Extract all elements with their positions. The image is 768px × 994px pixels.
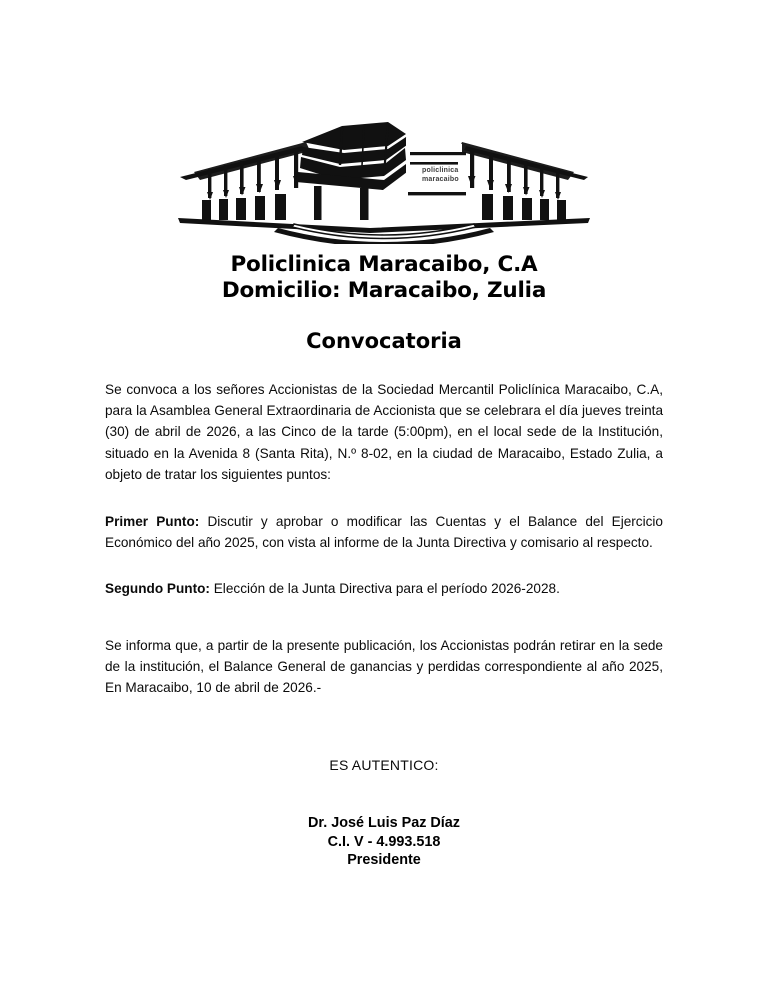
signature-block [0, 814, 768, 870]
company-domicile: Domicilio: Maracaibo, Zulia [221, 278, 547, 303]
first-point-block [105, 511, 663, 553]
document-subject-heading: Convocatoria [306, 329, 462, 353]
intro-paragraph-block [105, 379, 663, 485]
signatory-role: Presidente [347, 852, 421, 869]
closing-paragraph: Se informa que, a partir de la presente publicación, los Accionistas podrán retirar en la sede de la institución, el Balance General de ganancias y perdidas correspondiente al año 2025, En Maracaibo, 10 de abril de 2026.- [105, 638, 663, 696]
second-point-text: Elección de la Junta Directiva para el período 2026-2028. [209, 581, 560, 596]
signatory-name: Dr. José Luis Paz Díaz [308, 815, 460, 831]
signatory-id: C.I. V - 4.993.518 [327, 833, 441, 850]
closing-paragraph-block [105, 635, 663, 699]
company-title-block [0, 252, 768, 304]
authentication-line: ES AUTENTICO: [329, 757, 439, 773]
second-point-block [105, 578, 663, 599]
first-point-paragraph [105, 511, 663, 553]
intro-paragraph: Se convoca a los señores Accionistas de la Sociedad Mercantil Policlínica Maracaibo, C.A, para la Asamblea General Extraordinaria de Accionista que se celebrara el día jueves treinta (30) de abril de 2026, a las Cinco de la tarde (5:00pm), en el local sede de la Institución, situado en la Avenida 8 (Santa Rita), N.º 8-02, en la ciudad de Maracaibo, Estado Zulia, a objeto de tratar los siguientes puntos: [105, 382, 663, 482]
first-point-text: Discutir y aprobar o modificar las Cuentas y el Balance del Ejercicio Económico del año 2025, con vista al informe de la Junta Directiva y comisario al respecto. [105, 514, 663, 551]
first-point-label: Primer Punto: [105, 514, 200, 529]
logo-facade-line-2: maracaibo [422, 176, 459, 183]
second-point-paragraph [105, 578, 663, 599]
logo-facade-line-1: policlinica [422, 167, 459, 174]
building-logo-icon [174, 120, 594, 244]
second-point-label: Segundo Punto: [105, 581, 210, 596]
company-name: Policlinica Maracaibo, C.A [230, 252, 538, 277]
company-logo [0, 118, 768, 246]
